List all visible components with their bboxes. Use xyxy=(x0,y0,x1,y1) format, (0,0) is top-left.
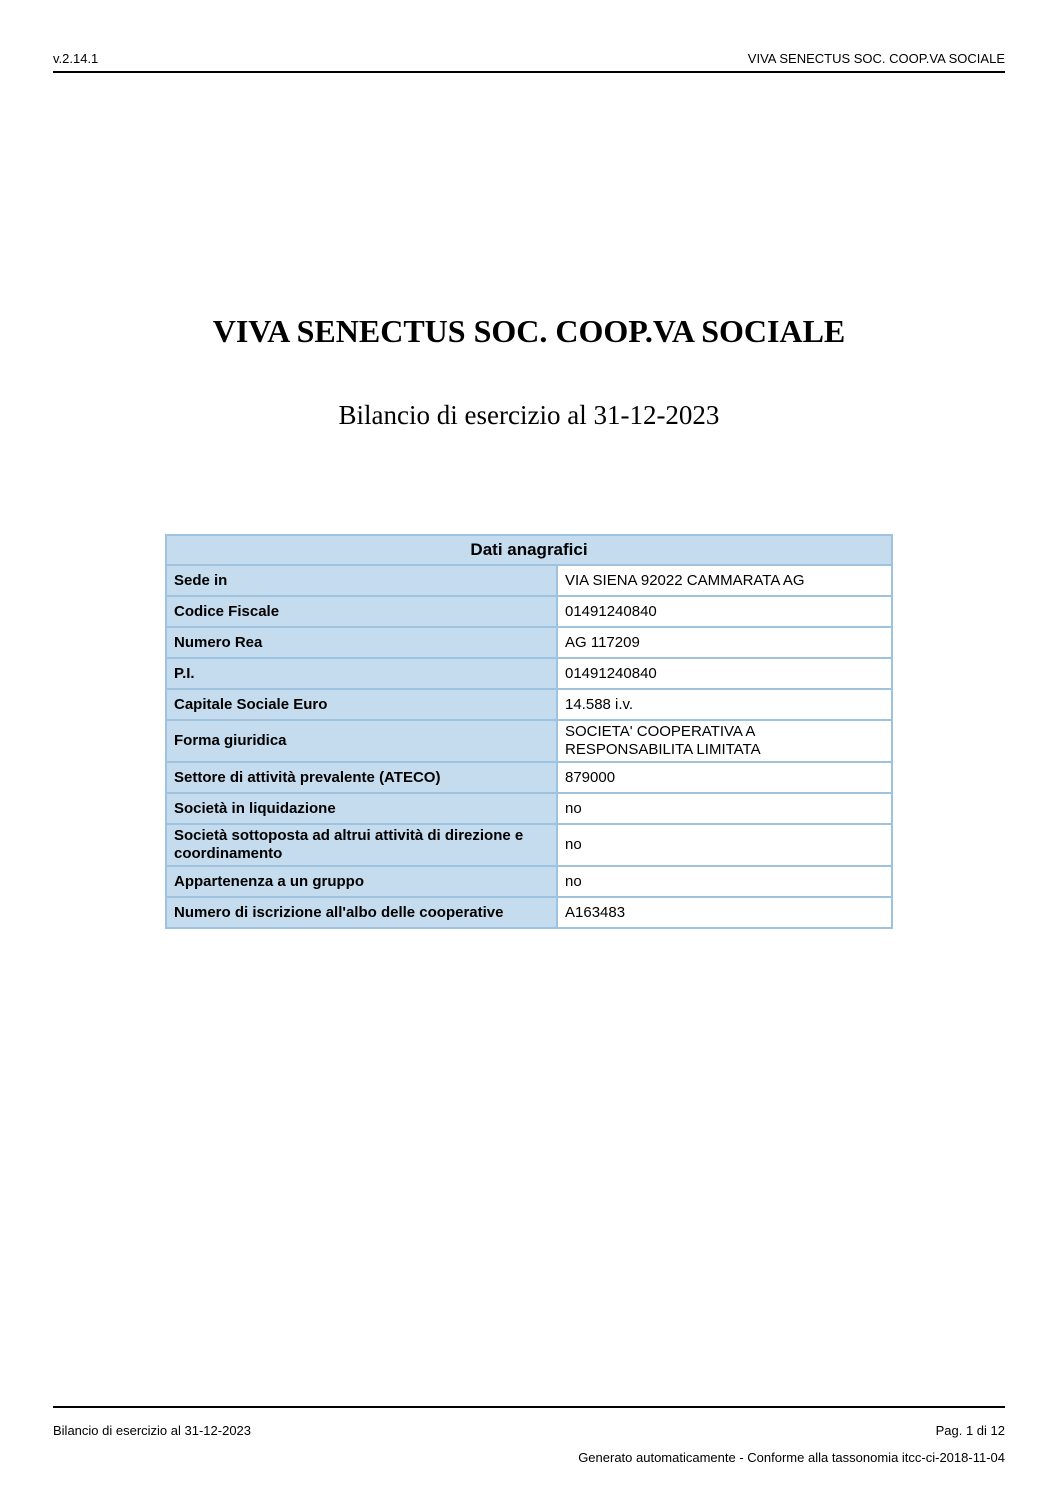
row-value: no xyxy=(557,793,892,824)
row-value: A163483 xyxy=(557,897,892,928)
table-row xyxy=(166,866,892,897)
row-value: 01491240840 xyxy=(557,596,892,627)
row-label: P.I. xyxy=(166,658,557,689)
table-heading: Dati anagrafici xyxy=(166,535,892,565)
row-label: Società sottoposta ad altrui attività di direzione e coordinamento xyxy=(166,824,557,866)
table-row xyxy=(166,627,892,658)
row-value: no xyxy=(557,824,892,866)
table-row xyxy=(166,793,892,824)
row-label: Forma giuridica xyxy=(166,720,557,762)
page-footer xyxy=(53,1406,1005,1465)
table-row xyxy=(166,762,892,793)
page-header xyxy=(53,49,1005,73)
row-label: Appartenenza a un gruppo xyxy=(166,866,557,897)
row-value: 14.588 i.v. xyxy=(557,689,892,720)
table-row xyxy=(166,720,892,762)
row-value: no xyxy=(557,866,892,897)
document-title: VIVA SENECTUS SOC. COOP.VA SOCIALE xyxy=(212,313,846,349)
row-label: Numero di iscrizione all'albo delle cooperative xyxy=(166,897,557,928)
row-value: VIA SIENA 92022 CAMMARATA AG xyxy=(557,565,892,596)
row-value: SOCIETA' COOPERATIVA A RESPONSABILITA LIMITATA xyxy=(557,720,892,762)
row-value: AG 117209 xyxy=(557,627,892,658)
row-label: Capitale Sociale Euro xyxy=(166,689,557,720)
row-value: 879000 xyxy=(557,762,892,793)
table-row xyxy=(166,658,892,689)
row-label: Sede in xyxy=(166,565,557,596)
table-row xyxy=(166,565,892,596)
table-row xyxy=(166,689,892,720)
header-company-name: VIVA SENECTUS SOC. COOP.VA SOCIALE xyxy=(747,51,1005,66)
version-label: v.2.14.1 xyxy=(53,51,99,66)
table-row xyxy=(166,596,892,627)
footer-document-name: Bilancio di esercizio al 31-12-2023 xyxy=(53,1423,252,1438)
table-row xyxy=(166,897,892,928)
dati-anagrafici-table xyxy=(165,534,893,929)
row-label: Società in liquidazione xyxy=(166,793,557,824)
document-subtitle: Bilancio di esercizio al 31-12-2023 xyxy=(338,400,720,430)
footer-generated-note: Generato automaticamente - Conforme alla tassonomia itcc-ci-2018-11-04 xyxy=(578,1450,1005,1465)
table-row xyxy=(166,824,892,866)
page-number: Pag. 1 di 12 xyxy=(935,1423,1005,1438)
row-label: Settore di attività prevalente (ATECO) xyxy=(166,762,557,793)
row-value: 01491240840 xyxy=(557,658,892,689)
row-label: Numero Rea xyxy=(166,627,557,658)
row-label: Codice Fiscale xyxy=(166,596,557,627)
